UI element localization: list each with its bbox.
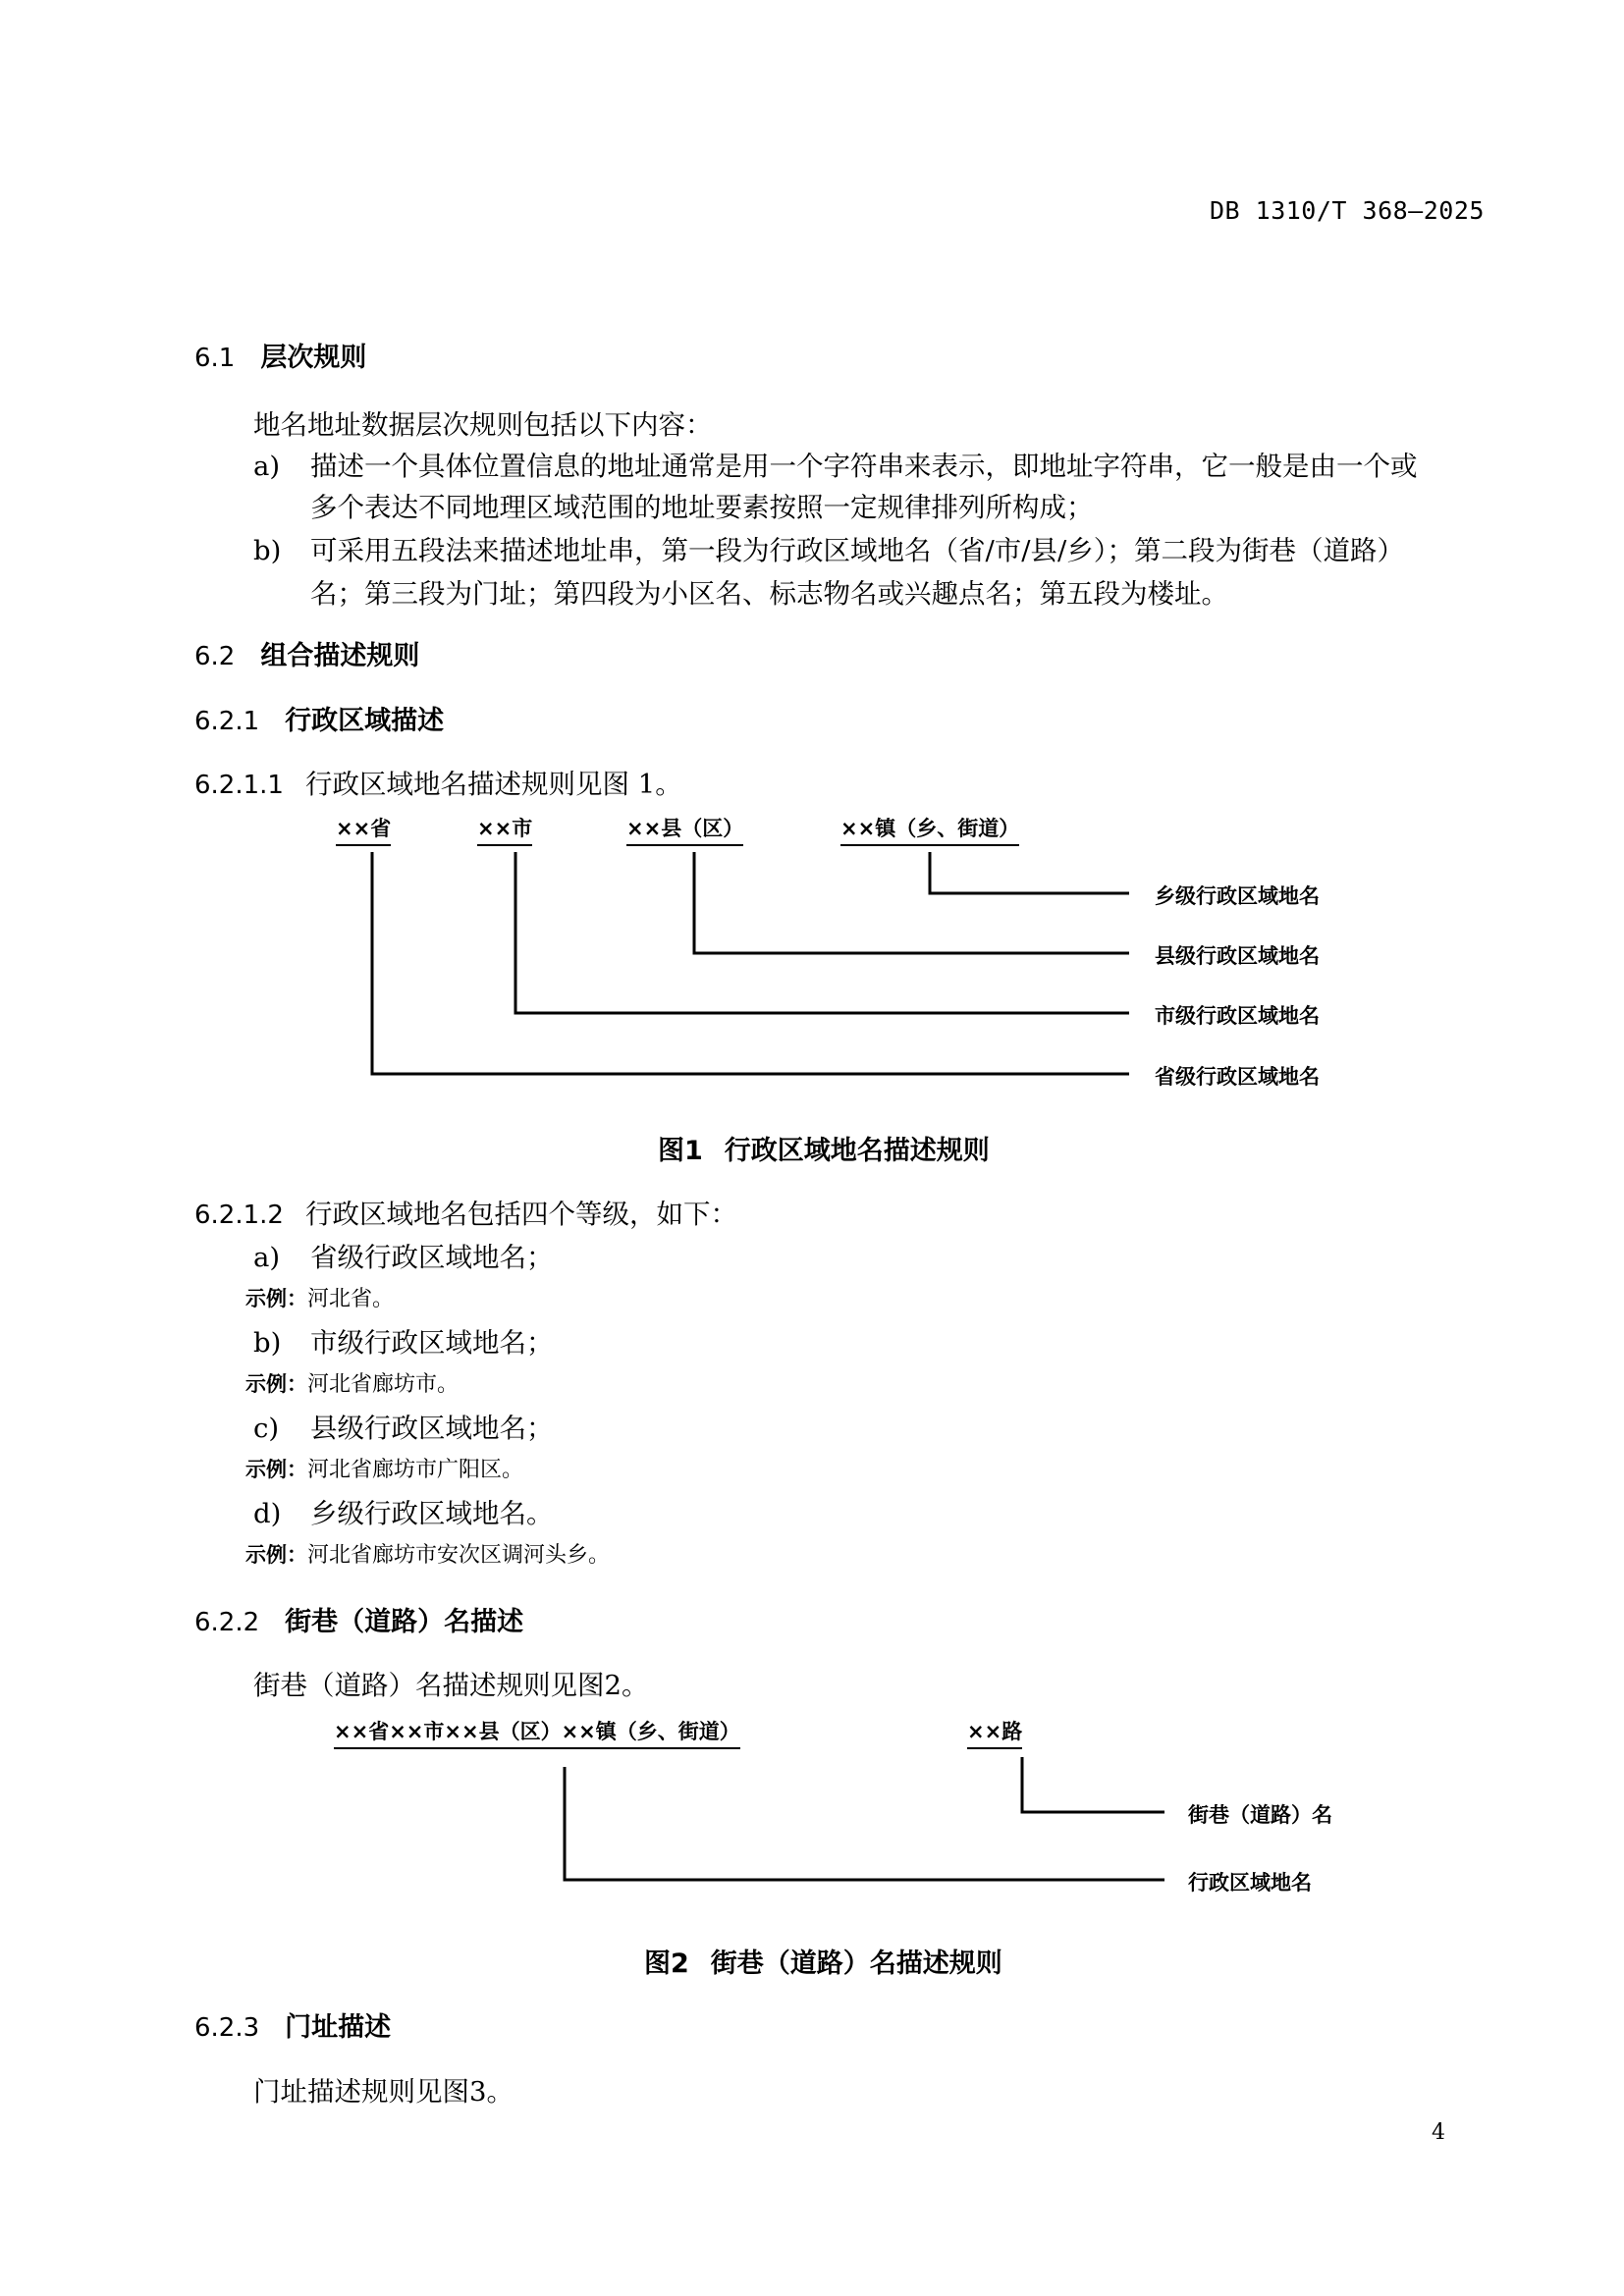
fig2-term-road: ××路 bbox=[967, 1716, 1022, 1749]
list-marker: c) bbox=[253, 1413, 280, 1444]
section-6-2-1-2 bbox=[194, 1192, 737, 1231]
level-item-d bbox=[253, 1491, 554, 1530]
fig2-caption bbox=[644, 1942, 1002, 1980]
fig1-label-province: 省级行政区域地名 bbox=[1155, 1065, 1320, 1089]
example-label: 示例： bbox=[245, 1287, 307, 1310]
section-text: 行政区域地名包括四个等级，如下： bbox=[304, 1199, 737, 1230]
example-label: 示例： bbox=[245, 1543, 307, 1567]
list-item-a-line2: 多个表达不同地理区域范围的地址要素按照一定规律排列所构成； bbox=[310, 492, 1094, 523]
section-6-2-2-text: 街巷（道路）名描述规则见图2。 bbox=[253, 1670, 649, 1701]
section-6-1-intro: 地名地址数据层次规则包括以下内容： bbox=[253, 409, 713, 441]
fig2-label-admin: 行政区域地名 bbox=[1188, 1871, 1312, 1895]
section-title: 街巷（道路）名描述 bbox=[285, 1607, 524, 1637]
figure-number: 图1 bbox=[658, 1136, 703, 1166]
level-item-c bbox=[253, 1406, 554, 1445]
list-marker: b) bbox=[253, 535, 282, 566]
fig1-line-township bbox=[930, 852, 1129, 893]
example-text: 河北省廊坊市安次区调河头乡。 bbox=[307, 1543, 611, 1568]
section-number: 6.2.1.2 bbox=[194, 1201, 284, 1230]
fig1-caption bbox=[658, 1129, 990, 1167]
list-item-text: 描述一个具体位置信息的地址通常是用一个字符串来表示，即地址字符串，它一般是由一个或 bbox=[310, 451, 1418, 482]
list-item-text: 市级行政区域地名； bbox=[310, 1327, 554, 1359]
figure-caption-text: 行政区域地名描述规则 bbox=[724, 1136, 990, 1166]
fig1-label-township: 乡级行政区域地名 bbox=[1155, 884, 1320, 908]
level-item-b bbox=[253, 1320, 554, 1360]
fig2-line-admin bbox=[565, 1767, 1164, 1880]
section-number: 6.2.1 bbox=[194, 707, 260, 736]
fig2-line-road bbox=[1022, 1757, 1164, 1812]
list-marker: b) bbox=[253, 1327, 282, 1359]
fig1-term-county: ××县（区） bbox=[626, 813, 743, 846]
section-6-1-heading bbox=[194, 336, 366, 374]
section-title: 门址描述 bbox=[285, 2012, 392, 2043]
section-6-2-1-heading bbox=[194, 699, 444, 737]
page-number: 4 bbox=[1432, 2120, 1445, 2145]
section-title: 层次规则 bbox=[260, 343, 367, 373]
list-marker: a) bbox=[253, 451, 281, 482]
figure-caption-text: 街巷（道路）名描述规则 bbox=[710, 1949, 1002, 1979]
level-item-a bbox=[253, 1235, 554, 1274]
example-text: 河北省廊坊市广阳区。 bbox=[307, 1458, 524, 1482]
list-item-a-line1 bbox=[253, 444, 1418, 483]
section-title: 行政区域描述 bbox=[285, 706, 445, 736]
section-text: 行政区域地名描述规则见图 1。 bbox=[304, 769, 682, 800]
fig1-term-province: ××省 bbox=[336, 813, 391, 846]
example-b bbox=[245, 1367, 459, 1398]
fig1-term-township: ××镇（乡、街道） bbox=[840, 813, 1019, 846]
section-number: 6.2.1.1 bbox=[194, 771, 284, 800]
fig2-term-admin: ××省××市××县（区）××镇（乡、街道） bbox=[334, 1716, 740, 1749]
example-label: 示例： bbox=[245, 1372, 307, 1396]
fig1-term-city: ××市 bbox=[477, 813, 532, 846]
fig1-label-city: 市级行政区域地名 bbox=[1155, 1004, 1320, 1028]
example-a bbox=[245, 1282, 394, 1312]
figure-number: 图2 bbox=[644, 1949, 689, 1979]
section-6-2-heading bbox=[194, 634, 419, 672]
example-text: 河北省。 bbox=[307, 1287, 395, 1311]
example-c bbox=[245, 1453, 523, 1483]
list-item-text: 可采用五段法来描述地址串，第一段为行政区域地名（省/市/县/乡）；第二段为街巷（道路） bbox=[310, 535, 1405, 566]
section-number: 6.2.3 bbox=[194, 2013, 260, 2043]
section-6-2-3-heading bbox=[194, 2005, 391, 2044]
list-item-b-line1 bbox=[253, 528, 1404, 567]
fig1-line-province bbox=[372, 852, 1129, 1074]
list-item-text: 省级行政区域地名； bbox=[310, 1242, 554, 1273]
section-6-2-3-text: 门址描述规则见图3。 bbox=[253, 2076, 514, 2108]
section-number: 6.2 bbox=[194, 642, 236, 671]
fig1-line-county bbox=[694, 852, 1129, 953]
fig2-label-road: 街巷（道路）名 bbox=[1188, 1803, 1332, 1827]
document-id: DB 1310/T 368—2025 bbox=[1210, 196, 1485, 225]
section-number: 6.1 bbox=[194, 344, 236, 373]
fig1-line-city bbox=[515, 852, 1129, 1013]
list-item-text: 县级行政区域地名； bbox=[310, 1413, 554, 1444]
section-title: 组合描述规则 bbox=[260, 641, 420, 671]
section-number: 6.2.2 bbox=[194, 1608, 260, 1637]
example-text: 河北省廊坊市。 bbox=[307, 1372, 460, 1397]
list-item-b-line2: 名；第三段为门址；第四段为小区名、标志物名或兴趣点名；第五段为楼址。 bbox=[310, 578, 1228, 610]
list-item-text: 乡级行政区域地名。 bbox=[310, 1498, 554, 1529]
list-marker: d) bbox=[253, 1498, 282, 1529]
section-6-2-1-1 bbox=[194, 762, 682, 801]
fig1-label-county: 县级行政区域地名 bbox=[1155, 944, 1320, 968]
list-marker: a) bbox=[253, 1242, 281, 1273]
example-label: 示例： bbox=[245, 1458, 307, 1481]
example-d bbox=[245, 1538, 610, 1569]
section-6-2-2-heading bbox=[194, 1600, 523, 1638]
